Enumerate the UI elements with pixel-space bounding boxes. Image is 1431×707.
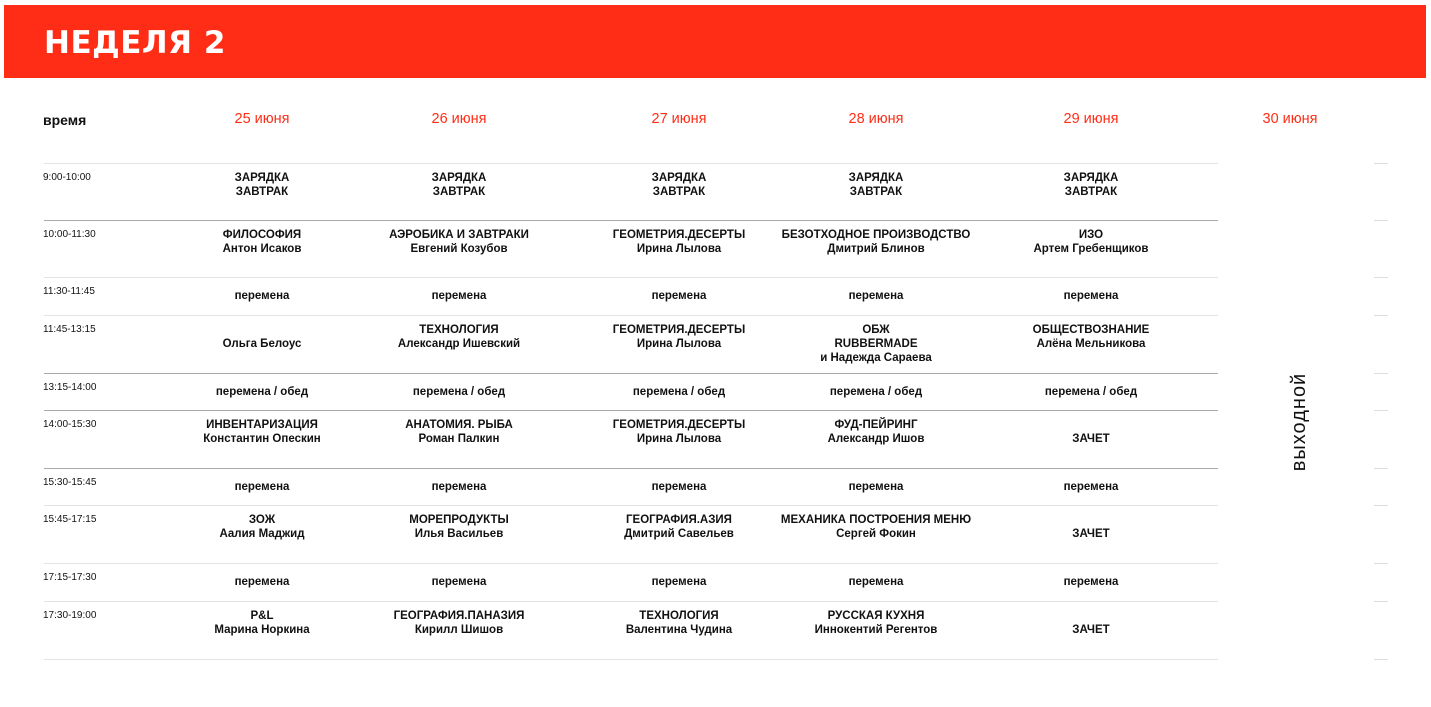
day-header: 26 июня <box>431 111 487 127</box>
schedule-cell <box>157 418 367 446</box>
cell-title: перемена <box>234 481 290 493</box>
cell-title: ИНВЕНТАРИЗАЦИЯ <box>206 419 318 431</box>
cell-title: перемена <box>1063 481 1119 493</box>
cell-teacher: Константин Опескин <box>203 433 321 445</box>
cell-title: перемена / обед <box>829 386 923 398</box>
cell-teacher: Сергей Фокин <box>836 528 916 540</box>
row-divider <box>44 277 1218 278</box>
cell-title: перемена <box>431 576 487 588</box>
cell-title: ЗАРЯДКА <box>848 172 904 184</box>
cell-title: перемена / обед <box>632 386 726 398</box>
row-divider <box>44 410 1218 411</box>
schedule-cell <box>574 575 784 589</box>
cell-teacher: Антон Исаков <box>222 243 302 255</box>
schedule-cell <box>986 289 1196 303</box>
schedule-cell <box>771 418 981 446</box>
schedule-cell <box>157 289 367 303</box>
cell-title: ГЕОГРАФИЯ.АЗИЯ <box>626 514 732 526</box>
schedule-cell <box>574 228 784 256</box>
day-off-label: выходной <box>1288 372 1310 472</box>
schedule-cell <box>157 609 367 637</box>
cell-teacher: Александр Ишов <box>827 433 925 445</box>
cell-title: МЕХАНИКА ПОСТРОЕНИЯ МЕНЮ <box>780 514 972 526</box>
cell-title: ИЗО <box>1078 229 1104 241</box>
row-divider-stub <box>1374 659 1388 660</box>
schedule-cell <box>771 609 981 637</box>
schedule-cell <box>157 575 367 589</box>
cell-teacher: Артем Гребенщиков <box>1033 243 1149 255</box>
cell-title: перемена <box>651 290 707 302</box>
day-header: 29 июня <box>1063 111 1119 127</box>
schedule-cell <box>771 323 981 365</box>
row-divider <box>44 505 1218 506</box>
schedule-cell <box>986 623 1196 637</box>
schedule-cell <box>157 513 367 541</box>
row-divider <box>44 468 1218 469</box>
row-divider <box>44 601 1218 602</box>
cell-teacher: Илья Васильев <box>414 528 504 540</box>
row-divider-stub <box>1374 277 1388 278</box>
schedule-cell <box>574 480 784 494</box>
cell-title: АЭРОБИКА И ЗАВТРАКИ <box>389 229 529 241</box>
cell-title: ФИЛОСОФИЯ <box>222 229 302 241</box>
cell-title: перемена <box>651 576 707 588</box>
row-divider-stub <box>1374 373 1388 374</box>
cell-title: ОБЩЕСТВОЗНАНИЕ <box>1032 324 1150 336</box>
cell-title: P&L <box>250 610 274 622</box>
time-slot: 17:15-17:30 <box>43 572 97 583</box>
schedule-cell <box>986 480 1196 494</box>
time-slot: 11:30-11:45 <box>43 286 95 297</box>
time-slot: 13:15-14:00 <box>43 382 97 393</box>
row-divider <box>44 563 1218 564</box>
cell-title: ГЕОГРАФИЯ.ПАНАЗИЯ <box>393 610 525 622</box>
cell-title: ЗАРЯДКА <box>1063 172 1119 184</box>
cell-title: ЗАРЯДКА <box>234 172 290 184</box>
cell-title: Ольга Белоус <box>222 338 302 350</box>
cell-title: ЗАРЯДКА <box>431 172 487 184</box>
schedule-cell <box>354 609 564 637</box>
schedule-cell <box>771 513 981 541</box>
schedule-cell <box>157 385 367 399</box>
cell-teacher: Марина Норкина <box>214 624 310 636</box>
cell-title: ЗОЖ <box>248 514 276 526</box>
cell-title: МОРЕПРОДУКТЫ <box>409 514 509 526</box>
cell-title: ТЕХНОЛОГИЯ <box>419 324 499 336</box>
cell-teacher: Дмитрий Блинов <box>827 243 925 255</box>
day-header: 27 июня <box>651 111 707 127</box>
cell-title: перемена <box>848 576 904 588</box>
cell-teacher: Роман Палкин <box>418 433 500 445</box>
schedule-cell <box>986 171 1196 199</box>
schedule-cell <box>354 385 564 399</box>
day-header: 28 июня <box>848 111 904 127</box>
time-slot: 10:00-11:30 <box>43 229 96 240</box>
time-slot: 14:00-15:30 <box>43 419 97 430</box>
cell-teacher: ЗАВТРАК <box>235 186 289 198</box>
schedule-cell <box>354 228 564 256</box>
cell-title: ФУД-ПЕЙРИНГ <box>834 419 918 431</box>
time-slot: 15:30-15:45 <box>43 477 97 488</box>
schedule-cell <box>574 609 784 637</box>
schedule-cell <box>574 323 784 351</box>
cell-title: перемена / обед <box>215 386 309 398</box>
schedule-cell <box>771 228 981 256</box>
cell-title: ГЕОМЕТРИЯ.ДЕСЕРТЫ <box>612 229 746 241</box>
cell-teacher: RUBBERMADE <box>834 338 918 350</box>
row-divider-stub <box>1374 410 1388 411</box>
schedule-cell <box>771 480 981 494</box>
row-divider <box>44 315 1218 316</box>
schedule-cell <box>771 171 981 199</box>
row-divider <box>44 163 1218 164</box>
cell-title: ЗАЧЕТ <box>1072 433 1110 445</box>
time-slot: 9:00-10:00 <box>43 172 91 183</box>
schedule-cell <box>354 323 564 351</box>
cell-teacher: ЗАВТРАК <box>1064 186 1118 198</box>
day-header: 25 июня <box>234 111 290 127</box>
cell-teacher: Алёна Мельникова <box>1036 338 1146 350</box>
schedule-cell <box>986 575 1196 589</box>
schedule-cell <box>574 171 784 199</box>
cell-title: перемена <box>431 481 487 493</box>
cell-title: ОБЖ <box>862 324 890 336</box>
cell-teacher: Аалия Маджид <box>219 528 305 540</box>
cell-title: перемена <box>651 481 707 493</box>
cell-teacher: ЗАВТРАК <box>652 186 706 198</box>
schedule-cell <box>574 418 784 446</box>
row-divider-stub <box>1374 468 1388 469</box>
time-column-header: время <box>43 112 87 128</box>
cell-title: перемена / обед <box>412 386 506 398</box>
schedule-cell <box>771 289 981 303</box>
cell-teacher: Ирина Лылова <box>636 338 722 350</box>
schedule-cell <box>574 289 784 303</box>
row-divider <box>44 373 1218 374</box>
schedule-cell <box>354 513 564 541</box>
row-divider-stub <box>1374 220 1388 221</box>
week-banner <box>4 5 1426 78</box>
cell-teacher: Дмитрий Савельев <box>624 528 734 540</box>
row-divider-stub <box>1374 505 1388 506</box>
cell-title: ТЕХНОЛОГИЯ <box>639 610 719 622</box>
cell-title: перемена <box>1063 576 1119 588</box>
time-slot: 17:30-19:00 <box>43 610 97 621</box>
cell-title: ГЕОМЕТРИЯ.ДЕСЕРТЫ <box>612 324 746 336</box>
cell-teacher: Иннокентий Регентов <box>814 624 938 636</box>
schedule-cell <box>157 480 367 494</box>
schedule-cell <box>986 228 1196 256</box>
schedule-cell <box>354 171 564 199</box>
cell-teacher: ЗАВТРАК <box>432 186 486 198</box>
schedule-cell <box>771 575 981 589</box>
cell-title: перемена <box>848 290 904 302</box>
schedule-cell <box>771 385 981 399</box>
schedule-cell <box>574 513 784 541</box>
cell-title: перемена <box>234 290 290 302</box>
cell-title: РУССКАЯ КУХНЯ <box>827 610 925 622</box>
cell-teacher: и Надежда Сараева <box>820 352 932 364</box>
schedule-cell <box>354 289 564 303</box>
schedule-cell <box>157 228 367 256</box>
row-divider-stub <box>1374 601 1388 602</box>
cell-title: перемена <box>1063 290 1119 302</box>
schedule-cell <box>157 337 367 351</box>
schedule-cell <box>986 432 1196 446</box>
cell-teacher: Евгений Козубов <box>410 243 508 255</box>
cell-teacher: Кирилл Шишов <box>414 624 504 636</box>
cell-title: перемена <box>848 481 904 493</box>
cell-title: перемена / обед <box>1044 386 1138 398</box>
schedule-cell <box>354 418 564 446</box>
day-header: 30 июня <box>1262 111 1318 127</box>
cell-title: АНАТОМИЯ. РЫБА <box>405 419 513 431</box>
cell-title: ЗАЧЕТ <box>1072 624 1110 636</box>
schedule-cell <box>354 480 564 494</box>
cell-teacher: Ирина Лылова <box>636 243 722 255</box>
time-slot: 11:45-13:15 <box>43 324 96 335</box>
row-divider-stub <box>1374 315 1388 316</box>
schedule-cell <box>157 171 367 199</box>
row-divider-stub <box>1374 563 1388 564</box>
cell-title: перемена <box>431 290 487 302</box>
cell-title: БЕЗОТХОДНОЕ ПРОИЗВОДСТВО <box>781 229 971 241</box>
cell-teacher: Ирина Лылова <box>636 433 722 445</box>
schedule-cell <box>574 385 784 399</box>
cell-title: ЗАРЯДКА <box>651 172 707 184</box>
schedule-cell <box>986 527 1196 541</box>
cell-teacher: ЗАВТРАК <box>849 186 903 198</box>
time-slot: 15:45-17:15 <box>43 514 97 525</box>
cell-title: ГЕОМЕТРИЯ.ДЕСЕРТЫ <box>612 419 746 431</box>
row-divider <box>44 220 1218 221</box>
cell-title: ЗАЧЕТ <box>1072 528 1110 540</box>
page-title: НЕДЕЛЯ 2 <box>44 25 226 61</box>
schedule-cell <box>354 575 564 589</box>
schedule-cell <box>986 323 1196 351</box>
row-divider-stub <box>1374 163 1388 164</box>
cell-title: перемена <box>234 576 290 588</box>
schedule-cell <box>986 385 1196 399</box>
cell-teacher: Валентина Чудина <box>625 624 733 636</box>
cell-teacher: Александр Ишевский <box>397 338 521 350</box>
row-divider <box>44 659 1218 660</box>
